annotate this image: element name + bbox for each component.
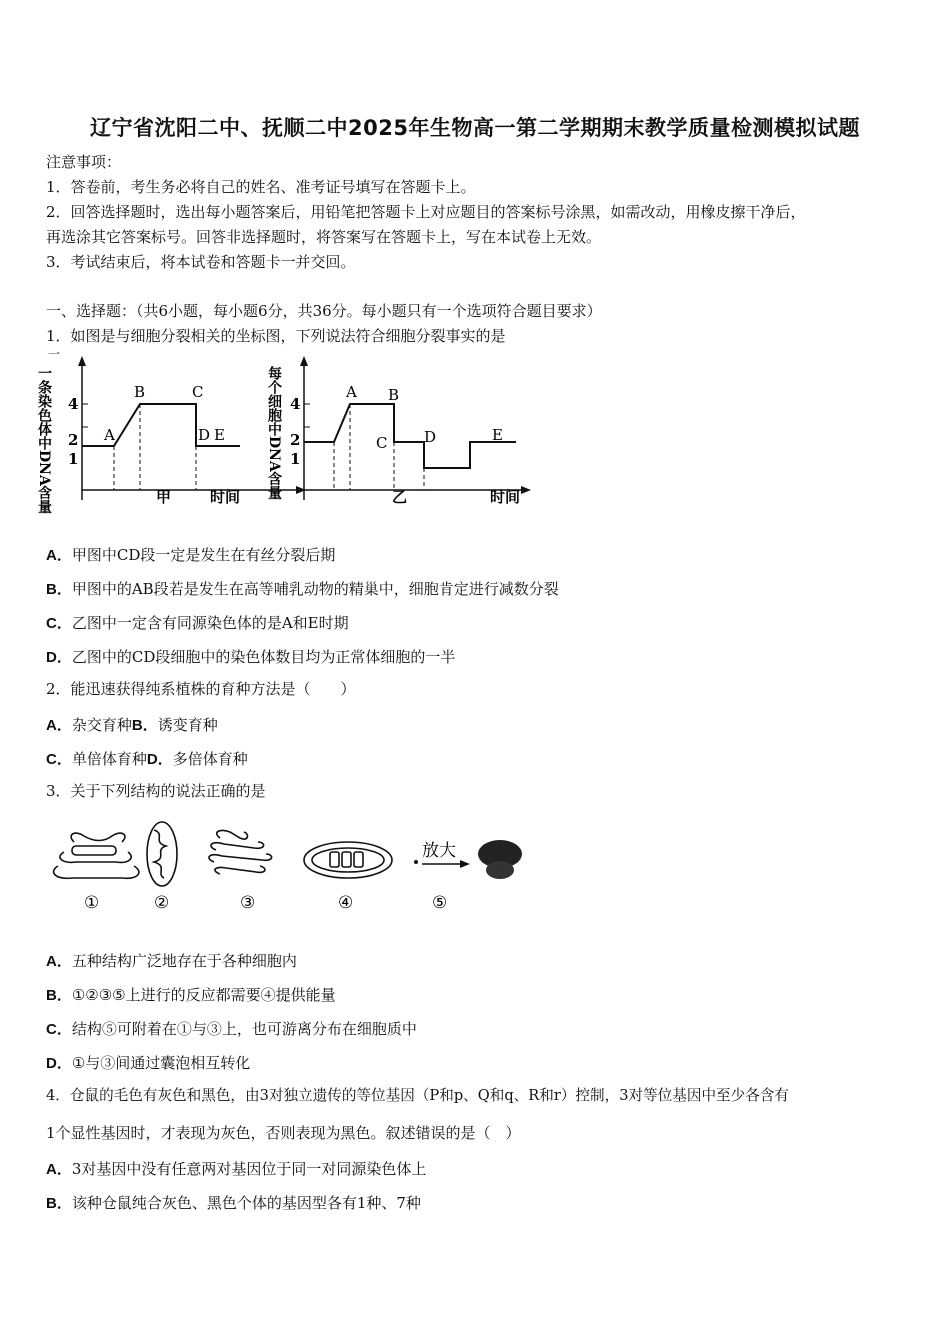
q1-option-d: D．乙图中的CD段细胞中的染色体数目均为正常体细胞的一半 bbox=[46, 648, 456, 666]
arrow-icon bbox=[460, 860, 470, 868]
label-5: ⑤ bbox=[432, 893, 448, 913]
q1-option-c: C．乙图中一定含有同源染色体的是A和E时期 bbox=[46, 614, 349, 632]
notice-item: 再选涂其它答案标号。回答非选择题时，将答案写在答题卡上，写在本试卷上无效。 bbox=[46, 228, 602, 246]
q1-stem: 1．如图是与细胞分裂相关的坐标图，下列说法符合细胞分裂事实的是 bbox=[46, 327, 506, 345]
section-heading: 一、选择题：（共6小题，每小题6分，共36分。每小题只有一个选项符合题目要求） bbox=[46, 302, 602, 320]
tick-2: 2 bbox=[290, 431, 301, 449]
label-4: ④ bbox=[338, 893, 354, 913]
page-title: 辽宁省沈阳二中、抚顺二中2025年生物高一第二学期期末教学质量检测模拟试题 bbox=[90, 116, 860, 140]
point-B: B bbox=[388, 386, 400, 404]
q4-stem-line1: 4．仓鼠的毛色有灰色和黑色，由3对独立遗传的等位基因（P和p、Q和q、R和r）控制，3对等位基因中至少各含有 bbox=[46, 1087, 790, 1104]
q4-option-a: A．3对基因中没有任意两对基因位于同一对同源染色体上 bbox=[46, 1160, 427, 1178]
q2-stem: 2．能迅速获得纯系植株的育种方法是（ ） bbox=[46, 680, 356, 698]
q3-option-b: B．①②③⑤上进行的反应都需要④提供能量 bbox=[46, 986, 336, 1004]
chloroplast-icon bbox=[304, 842, 392, 878]
notice-heading: 注意事项： bbox=[46, 153, 122, 171]
q1-figure bbox=[36, 347, 544, 514]
xname-yi: 乙 bbox=[392, 488, 408, 506]
ylabel-jia: 一条染色体中DNA含量 bbox=[36, 366, 52, 514]
point-A: A bbox=[346, 383, 357, 401]
q1-option-b: B．甲图中的AB段若是发生在高等哺乳动物的精巢中，细胞肯定进行减数分裂 bbox=[46, 580, 559, 598]
point-D: D bbox=[198, 426, 211, 444]
q3-option-c: C．结构⑤可附着在①与③上，也可游离分布在细胞质中 bbox=[46, 1020, 417, 1038]
point-E: E bbox=[214, 426, 225, 444]
q4-stem-line2: 1个显性基因时，才表现为灰色，否则表现为黑色。叙述错误的是（ ） bbox=[46, 1124, 521, 1142]
q3-stem: 3．关于下列结构的说法正确的是 bbox=[46, 782, 266, 800]
q3-figure bbox=[44, 812, 534, 922]
point-C: C bbox=[376, 434, 388, 452]
q3-option-a: A．五种结构广泛地存在于各种细胞内 bbox=[46, 952, 297, 970]
notice-item: 1．答卷前，考生务必将自己的姓名、准考证号填写在答题卡上。 bbox=[46, 178, 476, 196]
point-C: C bbox=[192, 383, 204, 401]
point-B: B bbox=[134, 383, 146, 401]
tick-4: 4 bbox=[290, 395, 301, 413]
point-A: A bbox=[104, 426, 115, 444]
q2-options-row2: C．单倍体育种D．多倍体育种 bbox=[46, 750, 248, 768]
q3-option-d: D．①与③间通过囊泡相互转化 bbox=[46, 1054, 251, 1072]
label-2: ② bbox=[154, 893, 170, 913]
tick-1: 1 bbox=[290, 450, 301, 468]
mitochondrion-icon bbox=[147, 822, 177, 886]
label-1: ① bbox=[84, 893, 100, 913]
endoplasmic-reticulum-icon bbox=[209, 830, 272, 874]
tick-2: 2 bbox=[68, 431, 79, 449]
graph-yi bbox=[266, 356, 531, 506]
arrow-label: 放大 bbox=[422, 841, 456, 861]
point-E: E bbox=[492, 426, 503, 444]
q4-option-b: B．该种仓鼠纯合灰色、黑色个体的基因型各有1种、7种 bbox=[46, 1194, 421, 1212]
q2-options-row1: A．杂交育种B．诱变育种 bbox=[46, 716, 218, 734]
ribosome-icon bbox=[478, 840, 522, 879]
label-3: ③ bbox=[240, 893, 256, 913]
xname-jia: 甲 bbox=[156, 488, 172, 506]
ylabel-yi: 每个细胞中DNA含量 bbox=[266, 366, 282, 500]
xlabel-yi: 时间 bbox=[490, 488, 521, 506]
tick-1: 1 bbox=[68, 450, 79, 468]
golgi-icon bbox=[54, 833, 139, 878]
notice-item: 2．回答选择题时，选出每小题答案后，用铅笔把答题卡上对应题目的答案标号涂黑，如需改动，用橡皮擦干净后， bbox=[46, 203, 806, 221]
q1-option-a: A．甲图中CD段一定是发生在有丝分裂后期 bbox=[46, 546, 336, 564]
xlabel-jia: 时间 bbox=[210, 488, 241, 506]
tick-4: 4 bbox=[68, 395, 79, 413]
point-D: D bbox=[424, 428, 437, 446]
notice-item: 3．考试结束后，将本试卷和答题卡一并交回。 bbox=[46, 253, 356, 271]
ylabel-char: 一 bbox=[48, 347, 61, 361]
